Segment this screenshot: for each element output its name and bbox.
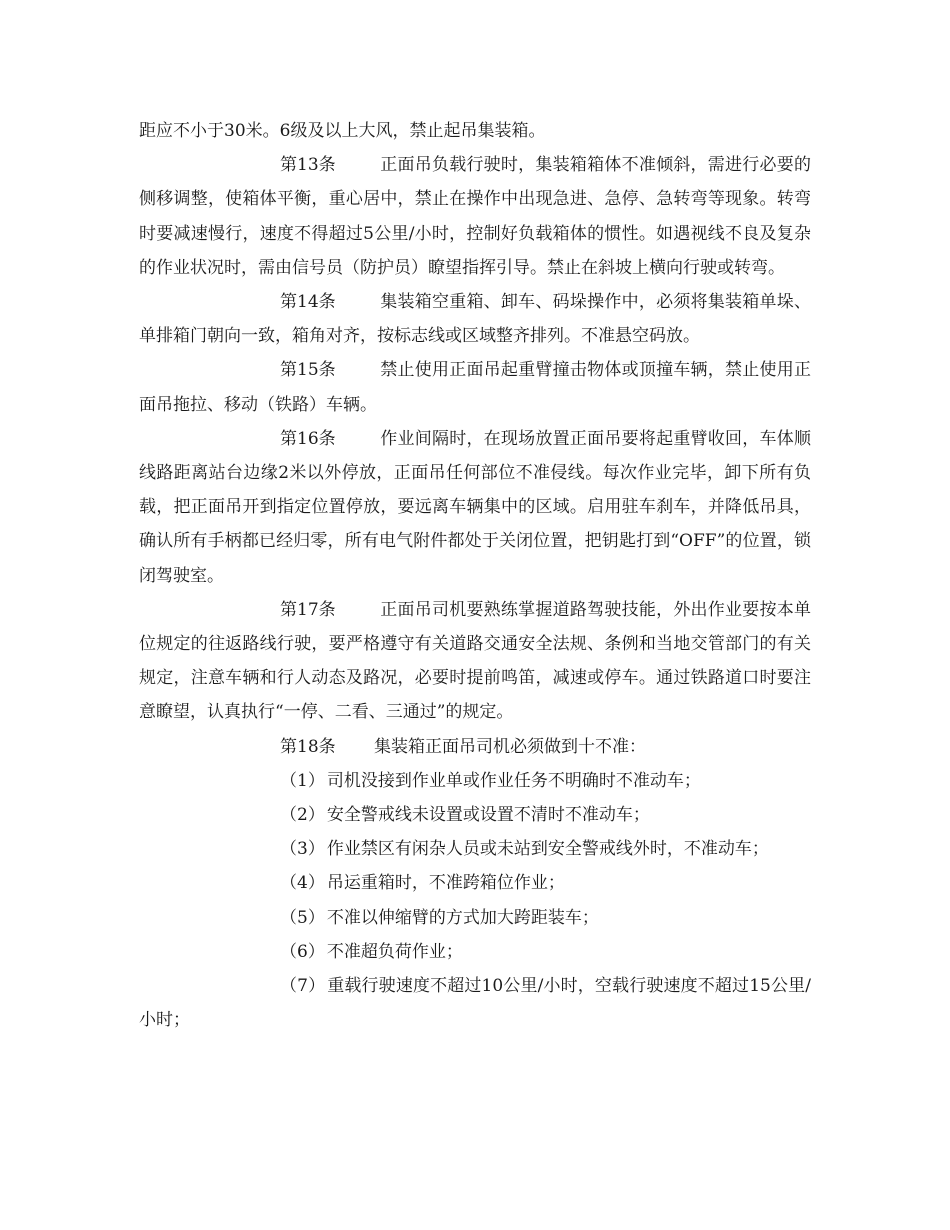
article-16 bbox=[139, 422, 811, 593]
list-item-number: （6） bbox=[280, 941, 325, 962]
article-number: 第17条 bbox=[280, 599, 336, 620]
document-page bbox=[139, 114, 811, 1037]
list-item-text: 重载行驶速度不超过10公里/小时，空载行驶速度不超过15公里/小时； bbox=[139, 976, 811, 1031]
article-number: 第14条 bbox=[280, 292, 336, 313]
list-item-number: （3） bbox=[280, 839, 325, 860]
list-item-number: （5） bbox=[280, 907, 325, 928]
article-text: 集装箱空重箱、卸车、码垛操作中，必须将集装箱单垛、单排箱门朝向一致，箱角对齐，按标志线或区域整齐排列。不准悬空码放。 bbox=[139, 292, 811, 347]
article-text: 集装箱正面吊司机必须做到十不准： bbox=[374, 736, 646, 757]
list-item bbox=[139, 901, 811, 935]
list-item-number: （2） bbox=[280, 805, 325, 826]
article-text: 正面吊负载行驶时，集装箱箱体不准倾斜，需进行必要的侧移调整，使箱体平衡，重心居中，禁止在操作中出现急进、急停、急转弯等现象。转弯时要减速慢行，速度不得超过5公里/小时，控制好负载箱体的惯性。如遇视线不良及复杂的作业状况时，需由信号员（防护员）瞭望指挥引导。禁止在斜坡上横向行驶或转弯。 bbox=[139, 155, 811, 278]
list-item-number: （7） bbox=[280, 976, 326, 997]
article-14 bbox=[139, 285, 811, 353]
intro-paragraph: 距应不小于30米。6级及以上大风，禁止起吊集装箱。 bbox=[139, 121, 546, 141]
article-text: 作业间隔时，在现场放置正面吊要将起重臂收回，车体顺线路距离站台边缘2米以外停放，正面吊任何部位不准侵线。每次作业完毕，卸下所有负载，把正面吊开到指定位置停放，要远离车辆集中的区域。启用驻车刹车，并降低吊具，确认所有手柄都已经归零，所有电气附件都处于关闭位置，把钥匙打到“OFF”的位置，锁闭驾驶室。 bbox=[139, 428, 811, 586]
list-item-number: （4） bbox=[280, 873, 325, 894]
article-number: 第13条 bbox=[280, 155, 336, 176]
article-13 bbox=[139, 148, 811, 285]
article-15 bbox=[139, 353, 811, 421]
list-item-text: 不准以伸缩臂的方式加大跨距装车； bbox=[326, 907, 599, 928]
list-item-text: 安全警戒线未设置或设置不清时不准动车； bbox=[326, 805, 650, 826]
list-item bbox=[139, 935, 811, 969]
article-number: 第15条 bbox=[280, 360, 336, 381]
article-number: 第18条 bbox=[280, 736, 336, 757]
list-item-text: 不准超负荷作业； bbox=[326, 941, 463, 962]
list-item-number: （1） bbox=[280, 770, 325, 791]
list-item bbox=[139, 969, 811, 1037]
list-item-text: 吊运重箱时，不准跨箱位作业； bbox=[326, 873, 565, 894]
list-item-text: 司机没接到作业单或作业任务不明确时不准动车； bbox=[326, 770, 701, 791]
article-17 bbox=[139, 593, 811, 730]
article-number: 第16条 bbox=[280, 428, 336, 449]
list-item-text: 作业禁区有闲杂人员或未站到安全警戒线外时，不准动车； bbox=[326, 839, 769, 860]
list-item bbox=[139, 798, 811, 832]
list-item bbox=[139, 832, 811, 866]
article-text: 禁止使用正面吊起重臂撞击物体或顶撞车辆，禁止使用正面吊拖拉、移动（铁路）车辆。 bbox=[139, 360, 811, 415]
article-text: 正面吊司机要熟练掌握道路驾驶技能，外出作业要按本单位规定的往返路线行驶，要严格遵守有关道路交通安全法规、条例和当地交管部门的有关规定，注意车辆和行人动态及路况，必要时提前鸣笛，减速或停车。通过铁路道口时要注意瞭望，认真执行“一停、二看、三通过”的规定。 bbox=[139, 599, 811, 723]
list-item bbox=[139, 866, 811, 900]
list-item bbox=[139, 764, 811, 798]
article-18 bbox=[139, 730, 811, 764]
